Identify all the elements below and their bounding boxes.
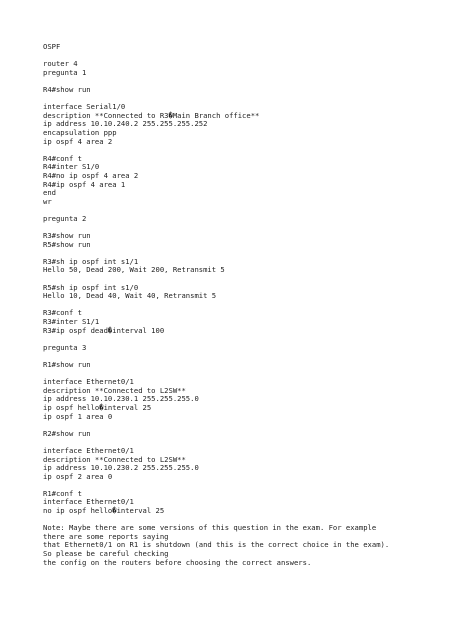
- blank-line: [43, 77, 433, 86]
- text-line: Hello 10, Dead 40, Wait 40, Retransmit 5: [43, 291, 217, 301]
- text-block: [43, 361, 433, 370]
- text-line: R4#conf t: [43, 153, 82, 163]
- text-line: R3#show run: [43, 231, 91, 241]
- text-block: [43, 103, 433, 146]
- text-line: R3#ip ospf dead�interval 100: [43, 325, 165, 335]
- text-line: wr: [43, 196, 52, 206]
- text-line: the config on the routers before choosing the correct answers.: [43, 557, 312, 567]
- text-line: pregunta 2: [43, 213, 87, 223]
- text-block: [43, 284, 433, 301]
- text-line: Note: Maybe there are some versions of this question in the exam. For example: [43, 523, 377, 533]
- text-block: [43, 447, 433, 481]
- text-line: R2#show run: [43, 428, 91, 438]
- text-line: R3#inter S1/1: [43, 317, 100, 326]
- text-line: that Ethernet0/1 on R1 is shutdown (and this is the correct choice in the exam).: [43, 540, 390, 550]
- blank-line: [43, 146, 433, 155]
- text-line: OSPF: [43, 42, 61, 51]
- text-line: ip ospf 4 area 2: [43, 136, 113, 146]
- text-line: R4#no ip ospf 4 area 2: [43, 170, 139, 180]
- text-block: [43, 155, 433, 207]
- text-line: pregunta 3: [43, 342, 87, 352]
- text-block: [43, 378, 433, 421]
- text-line: description **Connected to L2SW**: [43, 454, 186, 464]
- text-line: end: [43, 188, 56, 198]
- text-line: description **Connected to R3�Main Branch office**: [43, 110, 260, 120]
- text-line: R1#show run: [43, 359, 91, 369]
- text-line: interface Ethernet0/1: [43, 445, 134, 455]
- blank-line: [43, 481, 433, 490]
- text-line: description **Connected to L2SW**: [43, 385, 186, 395]
- text-line: R5#sh ip ospf int s1/0: [43, 282, 139, 292]
- text-line: interface Ethernet0/1: [43, 377, 134, 387]
- blank-line: [43, 301, 433, 310]
- text-line: R4#show run: [43, 84, 91, 94]
- text-block: [43, 258, 433, 275]
- text-line: ip address 10.10.240.2 255.255.255.252: [43, 119, 208, 129]
- blank-line: [43, 223, 433, 232]
- text-line: router 4: [43, 59, 78, 69]
- blank-line: [43, 352, 433, 361]
- text-line: ip ospf 2 area 0: [43, 471, 113, 481]
- text-line: pregunta 1: [43, 67, 87, 77]
- text-line: encapsulation ppp: [43, 127, 117, 137]
- text-line: R3#sh ip ospf int s1/1: [43, 256, 139, 266]
- text-line: interface Ethernet0/1: [43, 497, 134, 507]
- blank-line: [43, 52, 433, 61]
- text-block: [43, 43, 433, 52]
- text-line: no ip ospf hello�interval 25: [43, 506, 165, 516]
- text-block: [43, 309, 433, 335]
- text-block: [43, 86, 433, 95]
- text-block: [43, 344, 433, 353]
- text-line: R1#conf t: [43, 488, 82, 498]
- document-body: [43, 43, 433, 567]
- text-line: Hello 50, Dead 200, Wait 200, Retransmit 5: [43, 265, 225, 275]
- text-line: R5#show run: [43, 239, 91, 249]
- text-line: there are some reports saying: [43, 531, 169, 541]
- text-block: [43, 232, 433, 249]
- blank-line: [43, 206, 433, 215]
- text-line: ip ospf 1 area 0: [43, 411, 113, 421]
- text-line: R3#conf t: [43, 308, 82, 318]
- text-line: ip address 10.10.230.2 255.255.255.0: [43, 463, 199, 473]
- blank-line: [43, 421, 433, 430]
- text-line: So please be careful checking: [43, 549, 169, 559]
- text-line: R4#ip ospf 4 area 1: [43, 179, 126, 189]
- text-block: [43, 490, 433, 516]
- text-block: [43, 60, 433, 77]
- text-line: interface Serial1/0: [43, 102, 126, 112]
- text-block: [43, 430, 433, 439]
- text-line: R4#inter S1/0: [43, 162, 100, 172]
- text-block: [43, 524, 433, 567]
- blank-line: [43, 335, 433, 344]
- text-line: ip ospf hello�interval 25: [43, 402, 152, 412]
- text-block: [43, 215, 433, 224]
- text-line: ip address 10.10.230.1 255.255.255.0: [43, 394, 199, 404]
